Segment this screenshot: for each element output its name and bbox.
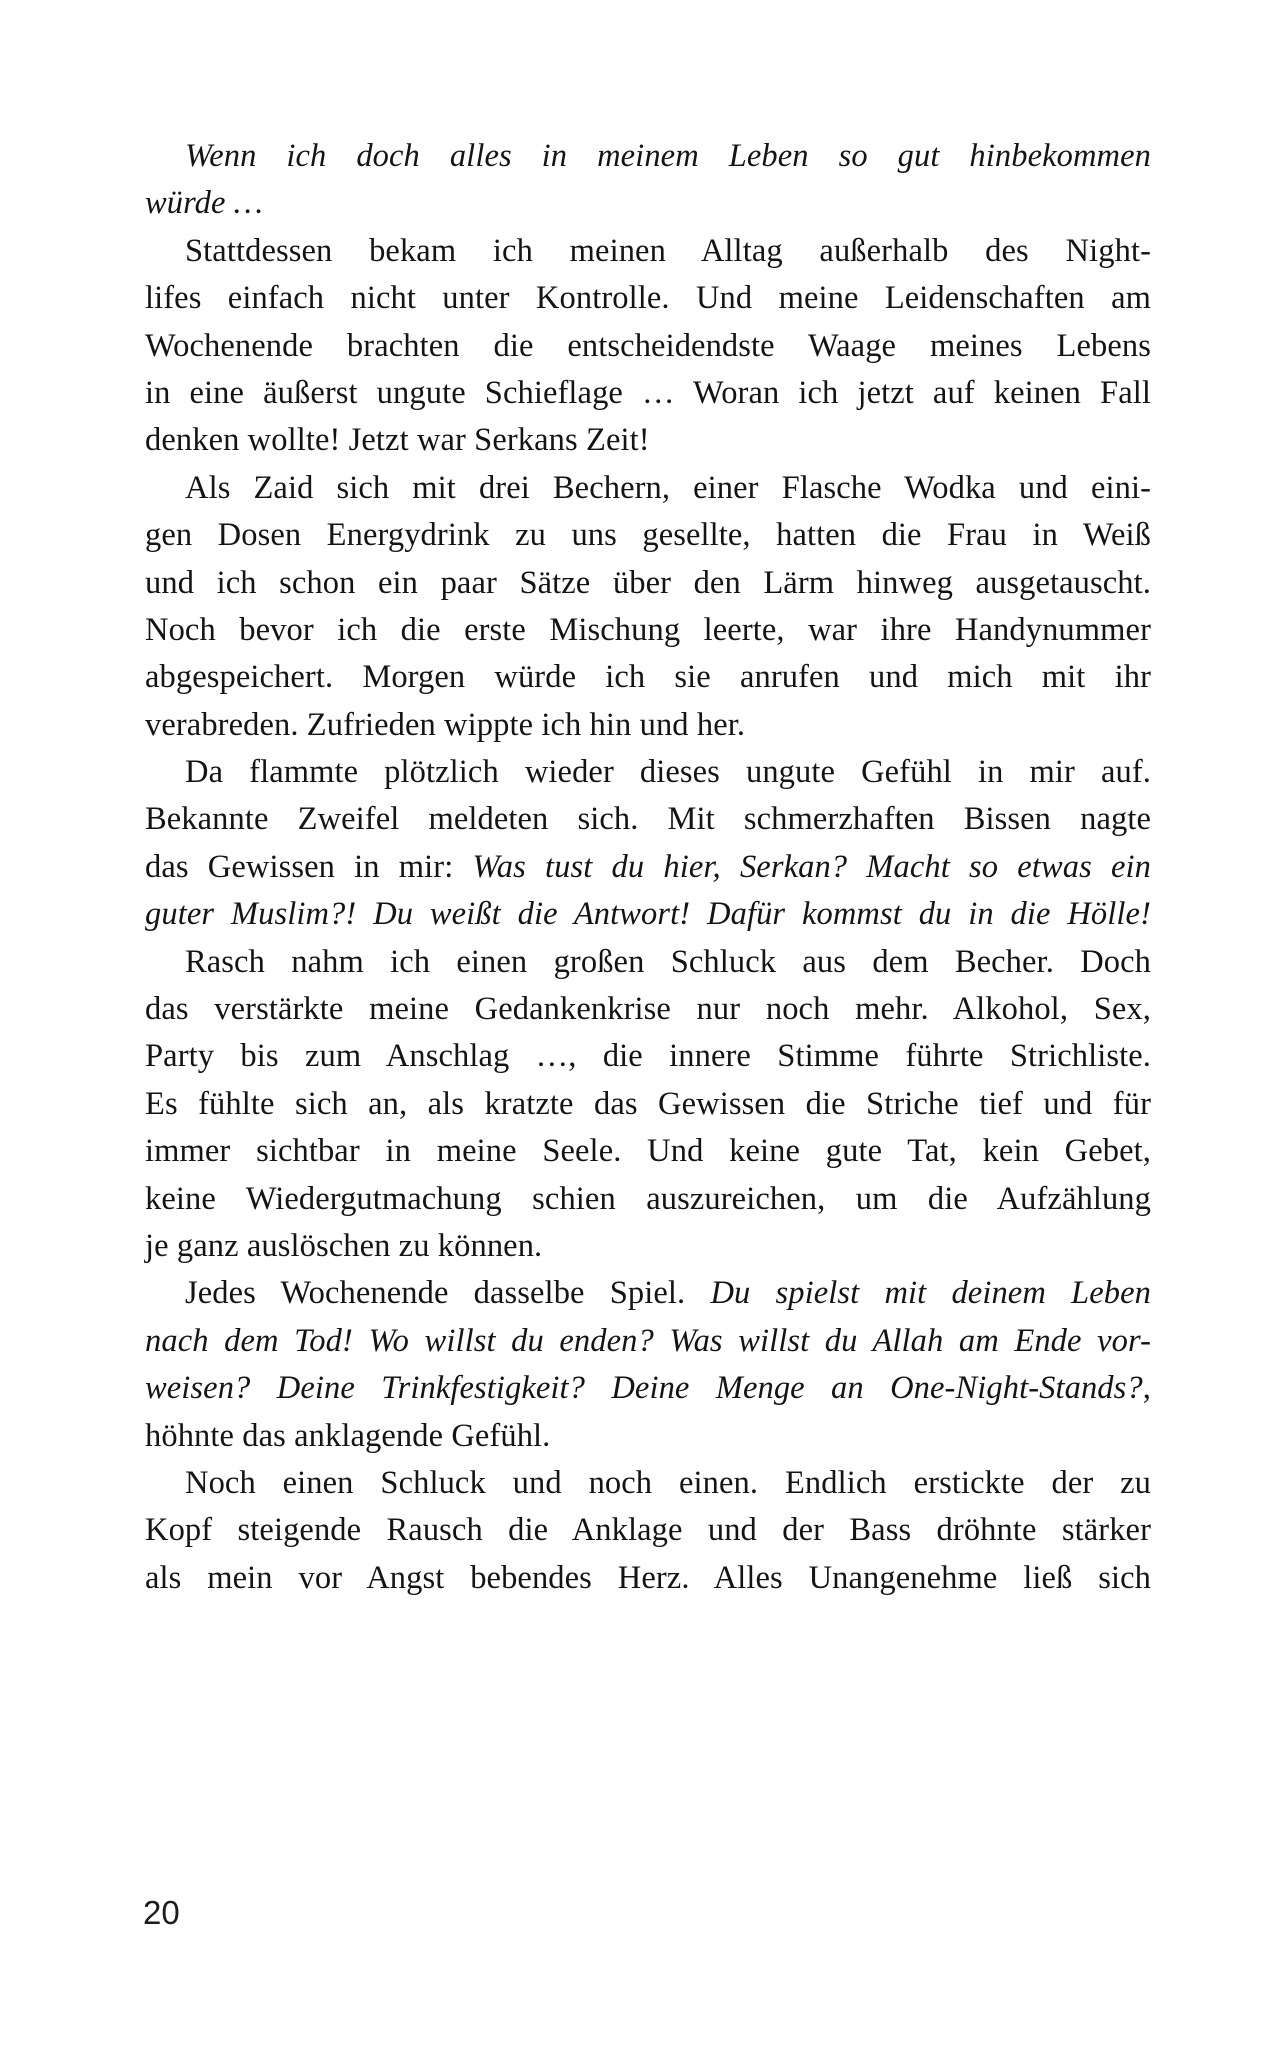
text-segment: das Gewissen in mir: bbox=[145, 848, 473, 885]
text-line bbox=[145, 891, 1151, 938]
text-line bbox=[145, 939, 1151, 986]
text-segment: Noch bevor ich die erste Mischung leerte, war ihre Handynummer bbox=[145, 611, 1151, 648]
text-segment: lifes einfach nicht unter Kontrolle. Und meine Leidenschaften am bbox=[145, 280, 1151, 317]
text-segment: Noch einen Schluck und noch einen. Endlich erstickte der zu bbox=[185, 1464, 1151, 1501]
text-line bbox=[145, 323, 1151, 370]
italic-text-segment: guter Muslim?! Du weißt die Antwort! Dafür kommst du in die Hölle! bbox=[145, 896, 1151, 933]
text-line bbox=[145, 1270, 1151, 1317]
italic-text-segment: Du spielst mit deinem Leben bbox=[710, 1275, 1151, 1312]
text-segment: denken wollte! Jetzt war Serkans Zeit! bbox=[145, 422, 650, 459]
italic-text-segment: weisen? Deine Trinkfestigkeit? Deine Menge an One-Night-Stands? bbox=[145, 1370, 1143, 1407]
text-segment: abgespeichert. Morgen würde ich sie anrufen und mich mit ihr bbox=[145, 659, 1151, 696]
text-segment: Als Zaid sich mit drei Bechern, einer Flasche Wodka und eini- bbox=[185, 469, 1151, 506]
text-line bbox=[145, 560, 1151, 607]
text-segment: höhnte das anklagende Gefühl. bbox=[145, 1417, 551, 1454]
text-line bbox=[145, 1460, 1151, 1507]
text-segment: Stattdessen bekam ich meinen Alltag außerhalb des Night- bbox=[185, 232, 1151, 269]
italic-text-segment: nach dem Tod! Wo willst du enden? Was willst du Allah am Ende vor- bbox=[145, 1322, 1151, 1359]
text-segment: verabreden. Zufrieden wippte ich hin und her. bbox=[145, 706, 746, 743]
text-segment: , bbox=[1142, 1370, 1151, 1407]
text-line bbox=[145, 654, 1151, 701]
text-line bbox=[145, 1555, 1151, 1602]
text-line bbox=[145, 1081, 1151, 1128]
italic-text-segment: Was tust du hier, Serkan? Macht so etwas ein bbox=[472, 848, 1151, 885]
text-segment: je ganz auslöschen zu können. bbox=[145, 1227, 543, 1264]
text-segment: Es fühlte sich an, als kratzte das Gewissen die Striche tief und für bbox=[145, 1085, 1151, 1122]
text-segment: und ich schon ein paar Sätze über den Lärm hinweg ausgetauscht. bbox=[145, 564, 1151, 601]
text-segment: keine Wiedergutmachung schien auszureichen, um die Aufzählung bbox=[145, 1180, 1151, 1217]
text-line bbox=[145, 1318, 1151, 1365]
text-line bbox=[145, 370, 1151, 417]
text-line bbox=[145, 1223, 1151, 1270]
text-segment: als mein vor Angst bebendes Herz. Alles Unangenehme ließ sich bbox=[145, 1559, 1151, 1596]
text-line bbox=[145, 1033, 1151, 1080]
text-segment: Kopf steigende Rausch die Anklage und der Bass dröhnte stärker bbox=[145, 1512, 1151, 1549]
text-segment: Da flammte plötzlich wieder dieses ungute Gefühl in mir auf. bbox=[185, 754, 1151, 791]
text-line bbox=[145, 1365, 1151, 1412]
text-line bbox=[145, 417, 1151, 464]
text-line bbox=[145, 1413, 1151, 1460]
text-line bbox=[145, 180, 1151, 227]
text-segment: Jedes Wochenende dasselbe Spiel. bbox=[185, 1275, 711, 1312]
text-line bbox=[145, 749, 1151, 796]
text-line bbox=[145, 702, 1151, 749]
text-segment: Rasch nahm ich einen großen Schluck aus dem Becher. Doch bbox=[185, 943, 1151, 980]
page-text-block bbox=[145, 133, 1151, 1602]
text-line bbox=[145, 133, 1151, 180]
text-segment: gen Dosen Energydrink zu uns gesellte, hatten die Frau in Weiß bbox=[145, 517, 1151, 554]
italic-text-segment: Wenn ich doch alles in meinem Leben so gut hinbekommen bbox=[185, 138, 1151, 174]
text-line bbox=[145, 844, 1151, 891]
text-segment: das verstärkte meine Gedankenkrise nur noch mehr. Alkohol, Sex, bbox=[145, 991, 1151, 1028]
text-line bbox=[145, 1176, 1151, 1223]
text-line bbox=[145, 512, 1151, 559]
text-line bbox=[145, 275, 1151, 322]
page-number: 20 bbox=[143, 1894, 180, 1931]
text-line bbox=[145, 1128, 1151, 1175]
text-segment: Wochenende brachten die entscheidendste Waage meines Lebens bbox=[145, 327, 1151, 364]
italic-text-segment: würde … bbox=[145, 185, 263, 222]
text-segment: in eine äußerst ungute Schieflage … Woran ich jetzt auf keinen Fall bbox=[145, 374, 1151, 411]
text-segment: Party bis zum Anschlag …, die innere Stimme führte Strichliste. bbox=[145, 1038, 1151, 1075]
text-line bbox=[145, 607, 1151, 654]
text-line bbox=[145, 228, 1151, 275]
text-line bbox=[145, 465, 1151, 512]
text-line bbox=[145, 1507, 1151, 1554]
text-line bbox=[145, 796, 1151, 843]
text-segment: immer sichtbar in meine Seele. Und keine gute Tat, kein Gebet, bbox=[145, 1133, 1151, 1170]
text-line bbox=[145, 986, 1151, 1033]
text-segment: Bekannte Zweifel meldeten sich. Mit schmerzhaften Bissen nagte bbox=[145, 801, 1151, 838]
